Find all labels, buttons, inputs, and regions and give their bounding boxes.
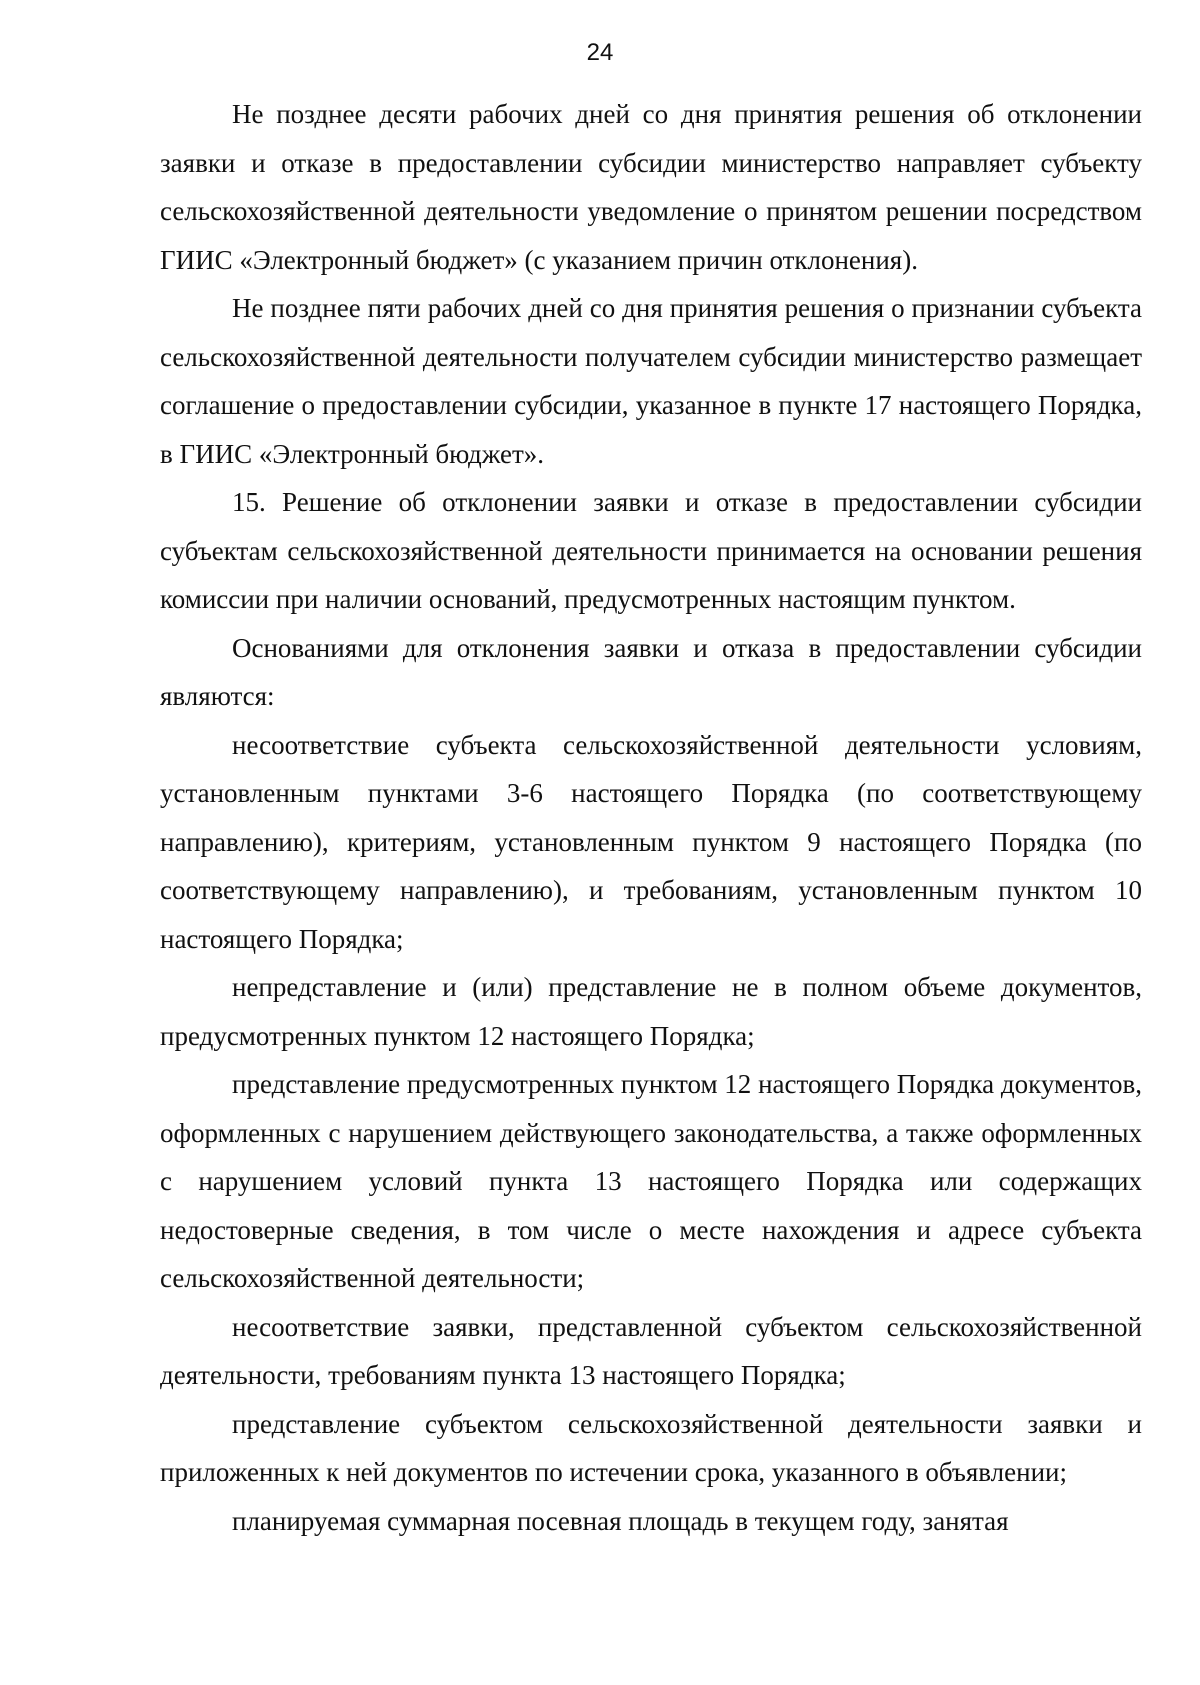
paragraph-ground-missing-docs: непредставление и (или) представление не в полном объеме документов, предусмотренных пунктом 12 настоящего Порядка;: [160, 972, 1142, 1051]
paragraph-ground-sown-area: планируемая суммарная посевная площадь в текущем году, занятая: [232, 1505, 1009, 1536]
page-number: 24: [586, 39, 614, 66]
paragraph-ground-application-mismatch: несоответствие заявки, представленной субъектом сельскохозяйственной деятельности, требованиям пункта 13 настоящего Порядка;: [160, 1311, 1142, 1390]
paragraph-grounds-intro: Основаниями для отклонения заявки и отказа в предоставлении субсидии являются:: [160, 632, 1142, 711]
paragraph-agreement-placement: Не позднее пяти рабочих дней со дня принятия решения о признании субъекта сельскохозяйственной деятельности получателем субсидии министерство размещает соглашение о предоставлении субсидии, указанное в пункте 17 настоящего Порядка, в ГИИС «Электронный бюджет».: [160, 293, 1142, 469]
paragraph-item-15: 15. Решение об отклонении заявки и отказе в предоставлении субсидии субъектам сельскохозяйственной деятельности принимается на основании решения комиссии при наличии оснований, предусмотренных настоящим пунктом.: [160, 487, 1142, 614]
paragraph-ground-invalid-docs: представление предусмотренных пунктом 12 настоящего Порядка документов, оформленных с нарушением действующего законодательства, а также оформленных с нарушением условий пункта 13 настоящего Порядка или содержащих недостоверные сведения, в том числе о месте нахождения и адресе субъекта сельскохозяйственной деятельности;: [160, 1069, 1142, 1293]
document-body: [160, 90, 1142, 1545]
paragraph-ground-noncompliance: несоответствие субъекта сельскохозяйственной деятельности условиям, установленным пунктами 3-6 настоящего Порядка (по соответствующему направлению), критериям, установленным пунктом 9 настоящего Порядка (по соответствующему направлению), и требованиям, установленным пунктом 10 настоящего Порядка;: [160, 729, 1142, 954]
paragraph-rejection-notice: Не позднее десяти рабочих дней со дня принятия решения об отклонении заявки и отказе в предоставлении субсидии министерство направляет субъекту сельскохозяйственной деятельности уведомление о принятом решении посредством ГИИС «Электронный бюджет» (с указанием причин отклонения).: [160, 99, 1142, 275]
paragraph-ground-late-submission: представление субъектом сельскохозяйственной деятельности заявки и приложенных к ней документов по истечении срока, указанного в объявлении;: [160, 1408, 1142, 1487]
